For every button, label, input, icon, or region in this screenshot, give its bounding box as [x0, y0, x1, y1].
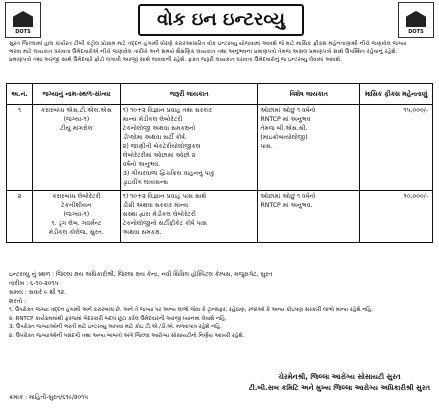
qual-line: સંસ્થા દ્વારા મેડીકલ લેબોરેટરી — [122, 211, 196, 218]
condition-item: ૧. ઉપરોક્ત જગ્યા તદ્દન હંગામી અને કરારબધ્ધ છે. અને તે જગ્યા પર અન્ય લાભો જેવા કે ટ્રાન્સફર, રહેઠાણ, રજાઓ કે અન્ય કોઇપણ સરકારી લાભો માન્ય રહેશે નહિ. — [9, 307, 374, 313]
post-line: (જગ્યા-૧) — [63, 116, 90, 123]
row-serial: ૧ — [7, 105, 33, 191]
dots-logo-left — [5, 2, 41, 38]
qual-line: લેબોરેટરીમાં ઓછામાં ઓછો ૨ — [122, 152, 196, 159]
qual-line: ડીગ્રી અથવા સરકાર માન્ય — [122, 202, 189, 209]
advertisement-page — [3, 2, 436, 406]
qual-line: ૧) ૧૦+૨ વિજ્ઞાન પ્રવાહ પાસ સાથે — [122, 193, 207, 200]
special-line: પાસ. — [260, 143, 273, 150]
special-line: ઓછામાં ઓછું ૧ વર્ષનો — [260, 193, 316, 200]
qual-line: ટેકનોલોજી અથવા સમકક્ષનો — [122, 125, 196, 132]
condition-item: ૪. ઉપરોક્ત જગ્યાઓની પસંદગી તથા અન્ય બાબતો અંગે જિલ્લા આરોગ્ય સોસાયટીનો નિર્ણય આખરી રહેશે. — [9, 332, 245, 339]
interview-time: સમય : સવારે ૯ થી ૧૨. — [9, 289, 66, 296]
row-post — [32, 105, 120, 191]
special-line: (માઇક્રોબાયોલોજી) — [260, 134, 308, 141]
qual-line: ડીપ્લોમા અથવા સર્ટી કોર્ષ. — [122, 134, 187, 141]
qual-line: ટેકનોલોજીનો સર્ટીફીકેટ કોર્ષ પાસ — [122, 220, 207, 227]
intro-line: પ્રમાણપત્રો તથા અરજી સાથે ઉમેદવારે ફોટો લગાવી અરજી સાથે લાવવાની રહેશે. ફક્ત જરૂરી લાયકાત ધરાવતા ઉમેદવારોનું જ ઇન્ટરવ્યુ લેવામાં આવશે. — [9, 57, 342, 63]
post-line: કરારબધ્ધ એસ.ટી.એલ.એસ — [40, 107, 112, 114]
post-line: મેડીકલ કોલેજ, સુરત. — [48, 229, 104, 236]
intro-line: સુરત જિલ્લામાં હાલ કાર્યરત ટીબી કંટ્રોલ પ્રોગ્રામ માટે તદ્દન હંગામી ધોરણે કરારઆધારિત વોક ઇન્ટરવ્યુ યોજવામાં આવશે જે માટે માસિક ફીક્સ મહેનતાણાથી નીચે જણાવેલ જગ્યા — [9, 41, 407, 47]
row-post — [32, 191, 120, 243]
header-serial: અ.નં. — [7, 84, 33, 105]
table-row — [7, 191, 433, 243]
header-pay: માસિક ફીક્સ મહેનતાણું — [360, 84, 433, 105]
conditions-heading: શરતો : — [9, 298, 27, 305]
row-pay: ૧૫,૦૦૦/- — [360, 105, 433, 191]
post-line: ટીયુ માંગરોલ — [60, 125, 93, 132]
post-line: ટેકનીશીયન — [61, 202, 92, 209]
condition-item: ૨. RNTCP કાર્યક્રમમાંથી ફરજમાં બેદરકારી બદલ છૂટા કરેલ ઉમેદવારની અરજી ધ્યાનમાં લેવાશે નહિ. — [9, 315, 227, 322]
signature-line: ટી.બી.સબ કમિટિ અને મુખ્ય જિલ્લા આરોગ્ય અધિકારીશ્રી સુરત — [248, 384, 430, 392]
signature-line: ચેરમેનશ્રી, જિલ્લા આરોગ્ય સોસાયટી સુરત — [278, 373, 401, 381]
special-line: RNTCP માં અનુભવ — [260, 116, 311, 123]
building-icon — [406, 11, 426, 27]
row-pay: ૧૦,૦૦૦/- — [360, 191, 433, 243]
intro-line: ભરવા માટે લાયકાત ધરાવતા ઉમેદવારોએ નીચે જણાવેલ તારીખે અને સમયે શૈક્ષણિક લાયકાત તથા અનુભવના પ્રમાણપત્રો તેમજ અસલ પ્રમાણપત્રો સાથે ઉપસ્થિત રહેવાનું રહેશે. — [9, 49, 398, 55]
qual-line: ૨) જાણીતી બેકટેરીયોલોજીકલ — [122, 143, 201, 150]
header-qualification: જરૂરી લાયકાત — [120, 84, 258, 105]
header-special-qualification: વિશેષ લાયકાત — [258, 84, 360, 105]
post-line: (જગ્યા-૧) — [63, 211, 90, 218]
qual-line: અથવા સમકક્ષ. — [122, 229, 162, 236]
page-title: વોક ઇન ઇન્ટરવ્યુ — [138, 4, 304, 36]
qual-line: માન્ય મેડીકલ લેબોરેટરી — [122, 116, 183, 123]
post-line: કરારબધ્ધ લેબોરેટરી — [52, 193, 101, 200]
qual-line: ૧) ૧૦+૨ વિજ્ઞાન પ્રવાહ તથા સરકાર — [122, 107, 213, 114]
row-qualification — [120, 191, 258, 243]
signature-block — [249, 372, 430, 394]
qual-line: વર્ષનો અનુભવ. — [122, 161, 161, 168]
logo-text: DOTS — [15, 29, 31, 35]
post-line: ૧. ડ્રગ લેબ. ગવર્મેન્ટ — [51, 220, 102, 227]
logo-text: DOTS — [408, 29, 424, 35]
condition-item: ૩. ઉપરોક્ત જગ્યાઓની ભરતી માટે ઇન્ટરવ્યુ આપવા માટે કોઇ ટી.એ./ડી.એ. મળવાપાત્ર રહેશે નહિ. — [9, 324, 222, 330]
special-line: RNTCP માં અનુભવ. — [260, 202, 313, 209]
qual-line: ડ્રાઇવીંગ લાયસન્સ — [122, 179, 169, 186]
qual-line: ૩) ગીયરવાળા દ્વિચક્રિય વાહનનું પાકુ — [122, 170, 215, 177]
special-line: તેમજ બી.એસ.સી. — [260, 125, 308, 132]
table-header-row — [7, 84, 433, 105]
interview-details — [9, 270, 433, 340]
special-line: ઓછામાં ઓછું ૧ વર્ષનો — [260, 107, 316, 114]
dots-logo-right — [398, 2, 434, 38]
vacancy-table — [6, 83, 433, 243]
row-special-qualification — [258, 105, 360, 191]
interview-date: તારીખ : ૬-૧૦-૨૦૧૫ — [9, 280, 59, 287]
table-row — [7, 105, 433, 191]
row-serial: ૨ — [7, 191, 33, 243]
intro-paragraph — [9, 40, 431, 64]
row-special-qualification — [258, 191, 360, 243]
building-icon — [13, 11, 33, 27]
header-post: જગ્યાનું નામ-સ્થળ-સંખ્યા — [32, 84, 120, 105]
reference-number: ક્રમાંક : માહિતી-સુરત/૬૧૯/૨૦૧૫ — [9, 394, 89, 401]
interview-place: ઇન્ટરવ્યુ નું સ્થળ : જિલ્લા ક્ષય અધિકારીશ્રી, જિલ્લા ક્ષય કેન્દ્ર, નવી સિવિલ હોસ્પિટલ કેમ્પસ, મજુરાગેટ, સુરત — [9, 271, 273, 278]
row-qualification — [120, 105, 258, 191]
